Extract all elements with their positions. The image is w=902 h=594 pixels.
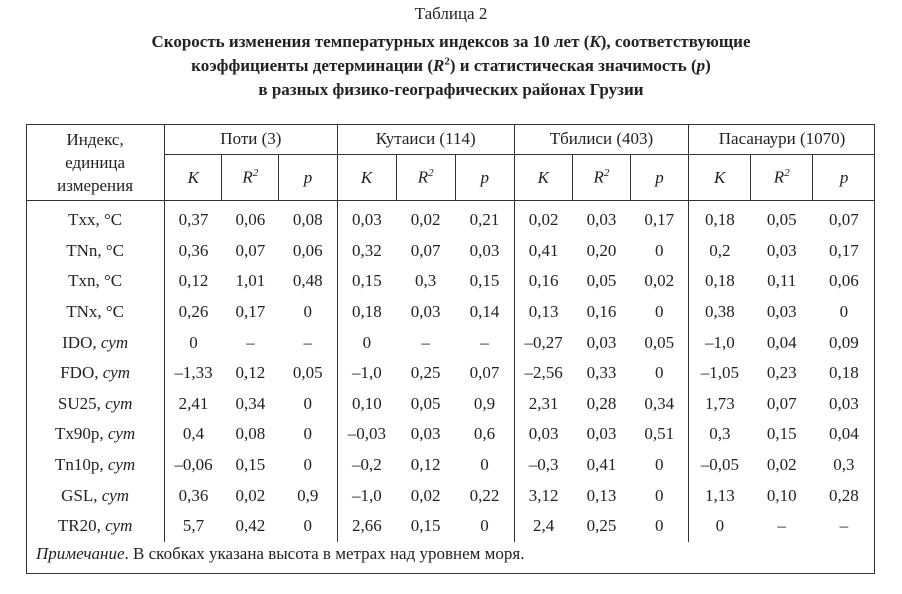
index-unit: сут	[105, 516, 133, 536]
value-cell: 3,12	[528, 485, 559, 505]
value-cell: 0,9	[279, 480, 337, 511]
value-cell: 0,15	[410, 516, 441, 536]
index-name: Tx90p,	[55, 424, 108, 444]
table-row	[26, 419, 875, 450]
value-cell: 0,15	[455, 266, 514, 297]
k-header: K	[689, 155, 751, 201]
value-cell: 0,41	[586, 455, 617, 475]
value-cell: 0	[630, 450, 688, 481]
value-cell: 0	[839, 302, 849, 322]
data-table	[26, 124, 875, 542]
index-cell	[26, 358, 165, 389]
index-cell	[26, 201, 165, 236]
table-row	[26, 358, 875, 389]
station-header: Тбилиси (403)	[514, 124, 688, 155]
title-line-1: Скорость изменения температурных индексов за 10 лет (K), соответствующие	[151, 32, 751, 51]
value-cell: 0,6	[455, 419, 514, 450]
value-cell: 0,10	[351, 393, 382, 413]
value-cell: 0,28	[586, 393, 617, 413]
value-cell: –0,2	[351, 455, 382, 475]
value-cell: 0,02	[235, 485, 266, 505]
value-cell: 0,3	[833, 455, 855, 475]
index-unit: сут	[100, 332, 129, 352]
value-cell: 0,07	[829, 210, 859, 230]
k-header: K	[337, 155, 396, 201]
value-cell: 0	[630, 511, 688, 542]
station-header: Пасанаури (1070)	[689, 124, 875, 155]
value-cell: 0,25	[586, 516, 617, 536]
value-cell: 0,05	[410, 393, 441, 413]
p-header: p	[279, 155, 337, 201]
index-cell	[26, 389, 165, 420]
table-row	[26, 327, 875, 358]
table-row	[26, 236, 875, 267]
value-cell: 0,38	[705, 302, 735, 322]
value-cell: 0,34	[235, 393, 266, 413]
index-name: TNx,	[66, 302, 106, 322]
index-cell	[26, 511, 165, 542]
value-cell: 0,05	[586, 271, 617, 291]
p-header: p	[630, 155, 688, 201]
table-note	[36, 544, 525, 564]
value-cell: 0,02	[528, 210, 559, 230]
title-line-2: коэффициенты детерминации $(R^2)$ и статистическая значимость (p)	[191, 55, 711, 75]
value-cell: 0,06	[235, 210, 266, 230]
title-line-3: в разных физико-географических районах Грузии	[258, 80, 644, 99]
table-row	[26, 480, 875, 511]
index-name: IDO,	[62, 332, 101, 352]
value-cell: 0,21	[455, 201, 514, 236]
index-unit: °C	[105, 240, 125, 260]
station-header: Поти (3)	[165, 124, 337, 155]
value-cell: 0,37	[178, 210, 209, 230]
value-cell: 0,33	[586, 363, 617, 383]
value-cell: 0,03	[766, 240, 797, 260]
value-cell: 0,18	[705, 271, 735, 291]
index-name: FDO,	[60, 363, 103, 383]
value-cell: 0,16	[586, 302, 617, 322]
value-cell: 0,20	[586, 240, 617, 260]
index-name: SU25,	[57, 393, 106, 413]
value-cell: 0,42	[235, 516, 266, 536]
value-cell: 0,05	[630, 327, 688, 358]
value-cell: 0	[630, 297, 688, 328]
index-cell	[26, 236, 165, 267]
value-cell: –0,27	[524, 332, 563, 352]
value-cell: 0	[279, 450, 337, 481]
value-cell: 0,02	[410, 485, 441, 505]
value-cell: 0	[455, 450, 514, 481]
value-cell: 0,03	[528, 424, 559, 444]
value-cell: –	[246, 332, 255, 352]
value-cell: –	[421, 332, 430, 352]
index-header: Индекс, единица измерения	[26, 124, 165, 201]
value-cell: 0,41	[528, 240, 559, 260]
value-cell: 0,11	[767, 271, 797, 291]
value-cell: –	[455, 327, 514, 358]
value-cell: 0,06	[829, 271, 859, 291]
value-cell: 0,12	[235, 363, 266, 383]
value-cell: –0,06	[174, 455, 213, 475]
index-name: Txx,	[68, 210, 104, 230]
value-cell: 0,03	[586, 210, 617, 230]
value-cell: 0,03	[586, 424, 617, 444]
note-text: . В скобках указана высота в метрах над уровнем моря.	[124, 544, 525, 563]
value-cell: 0,3	[415, 271, 437, 291]
value-cell: 0	[189, 332, 198, 352]
value-cell: 0,09	[829, 332, 859, 352]
index-cell	[26, 450, 165, 481]
value-cell: 0,18	[705, 210, 735, 230]
index-cell	[26, 327, 165, 358]
value-cell: 0,10	[766, 485, 797, 505]
value-cell: 0,17	[829, 240, 859, 260]
value-cell: 0,03	[829, 393, 859, 413]
value-cell: 0	[455, 511, 514, 542]
value-cell: 0,28	[829, 485, 859, 505]
value-cell: 0,03	[410, 424, 441, 444]
value-cell: 0,07	[766, 393, 797, 413]
p-header: p	[813, 155, 875, 201]
index-name: TR20,	[57, 516, 106, 536]
index-unit: сут	[105, 393, 133, 413]
index-name: Tn10p,	[55, 455, 108, 475]
station-header-row	[26, 124, 875, 155]
value-cell: 0,04	[829, 424, 859, 444]
station-header: Кутаиси (114)	[337, 124, 514, 155]
table-row	[26, 266, 875, 297]
index-name: TNn,	[66, 240, 106, 260]
index-cell	[26, 266, 165, 297]
r2-header: $R^2$	[222, 155, 279, 201]
table-row	[26, 389, 875, 420]
value-cell: –2,56	[524, 363, 563, 383]
value-cell: 0	[630, 480, 688, 511]
value-cell: 0	[279, 297, 337, 328]
index-unit: сут	[107, 424, 136, 444]
value-cell: –1,0	[705, 332, 735, 352]
value-cell: –1,33	[174, 363, 213, 383]
value-cell: 0,02	[410, 210, 441, 230]
value-cell: 0,18	[351, 302, 382, 322]
k-header: K	[165, 155, 222, 201]
table-row	[26, 201, 875, 236]
value-cell: 5,7	[182, 516, 205, 536]
value-cell: 0,48	[279, 266, 337, 297]
value-cell: 0,13	[586, 485, 617, 505]
value-cell: 0	[279, 389, 337, 420]
index-name: Txn,	[68, 271, 104, 291]
value-cell: 1,01	[235, 271, 266, 291]
value-cell: 0,32	[351, 240, 382, 260]
value-cell: 0	[715, 516, 725, 536]
value-cell: 0,03	[410, 302, 441, 322]
value-cell: 0,07	[410, 240, 441, 260]
table-title	[0, 30, 902, 102]
value-cell: –0,03	[347, 424, 386, 444]
k-header: K	[514, 155, 572, 201]
value-cell: 0,15	[766, 424, 797, 444]
value-cell: 0	[630, 358, 688, 389]
value-cell: 2,4	[532, 516, 555, 536]
table-body	[26, 201, 875, 542]
value-cell: 0,12	[178, 271, 209, 291]
value-cell: 0	[279, 419, 337, 450]
value-cell: 0,3	[709, 424, 731, 444]
value-cell: 0,17	[630, 201, 688, 236]
value-cell: 0,17	[235, 302, 266, 322]
value-cell: 0,03	[455, 236, 514, 267]
note-label: Примечание	[36, 544, 125, 563]
value-cell: 0,25	[410, 363, 441, 383]
value-cell: –0,3	[528, 455, 559, 475]
value-cell: 0,08	[235, 424, 266, 444]
table-row	[26, 511, 875, 542]
value-cell: 0,36	[178, 485, 209, 505]
value-cell: –0,05	[700, 455, 739, 475]
value-cell: –	[279, 327, 337, 358]
value-cell: 0,34	[630, 389, 688, 420]
index-unit: сут	[102, 363, 130, 383]
value-cell: 0,02	[630, 266, 688, 297]
value-cell: 2,66	[351, 516, 382, 536]
value-cell: 0,51	[630, 419, 688, 450]
value-cell: 1,13	[705, 485, 735, 505]
value-cell: 0,26	[178, 302, 209, 322]
value-cell: –1,0	[351, 363, 382, 383]
value-cell: 0,03	[766, 302, 797, 322]
value-cell: 0,23	[766, 363, 797, 383]
index-cell	[26, 480, 165, 511]
value-cell: 0,2	[709, 240, 731, 260]
value-cell: 0	[630, 236, 688, 267]
value-cell: 0,04	[766, 332, 797, 352]
index-unit: °C	[103, 271, 123, 291]
value-cell: 0,03	[586, 332, 617, 352]
value-cell: 0,03	[351, 210, 382, 230]
table-row	[26, 297, 875, 328]
index-unit: °C	[103, 210, 123, 230]
value-cell: 0,36	[178, 240, 209, 260]
r2-header: $R^2$	[751, 155, 813, 201]
value-cell: –	[839, 516, 849, 536]
value-cell: –	[777, 516, 786, 536]
value-cell: 2,41	[178, 393, 209, 413]
table-row	[26, 450, 875, 481]
value-cell: 0,13	[528, 302, 559, 322]
value-cell: 2,31	[528, 393, 559, 413]
value-cell: –1,0	[351, 485, 382, 505]
index-name: GSL,	[61, 485, 102, 505]
value-cell: 0,15	[351, 271, 382, 291]
value-cell: 0,22	[455, 480, 514, 511]
index-cell	[26, 297, 165, 328]
index-unit: сут	[101, 485, 130, 505]
value-cell: 0,05	[279, 358, 337, 389]
index-cell	[26, 419, 165, 450]
p-header: p	[455, 155, 514, 201]
value-cell: 0,07	[235, 240, 266, 260]
value-cell: 0,14	[455, 297, 514, 328]
value-cell: 0,12	[410, 455, 441, 475]
r2-header: $R^2$	[572, 155, 630, 201]
value-cell: 0	[279, 511, 337, 542]
value-cell: 0,08	[279, 201, 337, 236]
value-cell: 0,16	[528, 271, 559, 291]
value-cell: 0,9	[455, 389, 514, 420]
value-cell: 0,18	[829, 363, 859, 383]
value-cell: –1,05	[700, 363, 739, 383]
index-unit: °C	[105, 302, 125, 322]
value-cell: 0,06	[279, 236, 337, 267]
value-cell: 0,02	[766, 455, 797, 475]
table-caption: Таблица 2	[414, 4, 488, 23]
value-cell: 0,4	[182, 424, 205, 444]
r2-header: $R^2$	[396, 155, 455, 201]
value-cell: 0	[362, 332, 372, 352]
value-cell: 0,05	[766, 210, 797, 230]
value-cell: 0,07	[455, 358, 514, 389]
value-cell: 1,73	[705, 393, 735, 413]
index-unit: сут	[107, 455, 136, 475]
value-cell: 0,15	[235, 455, 266, 475]
